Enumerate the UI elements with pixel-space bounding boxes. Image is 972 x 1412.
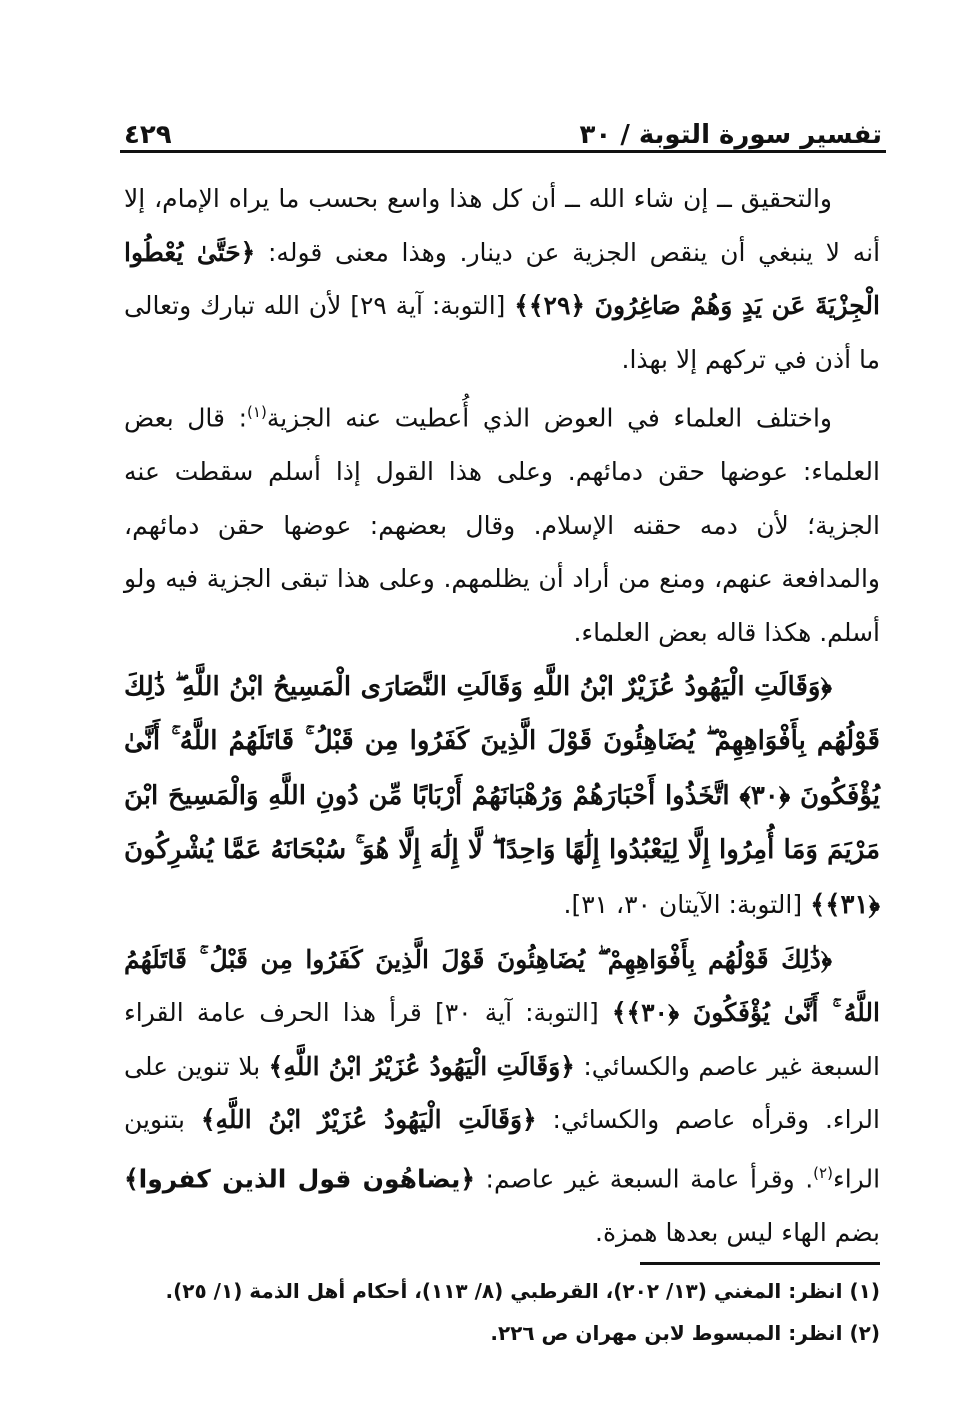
paragraph-text: بضم الهاء ليس بعدها همزة. [595,1217,880,1247]
paragraph-text: [التوبة: آية ٢٩] لأن الله تبارك وتعالى ما أذن في تركهم إلا بهذا. [124,291,880,374]
footnote-2: (٢) انظر: المبسوط لابن مهران ص ٢٢٦. [490,1321,880,1345]
verse-reference: [التوبة: الآيتان ٣٠، ٣١]. [563,890,803,920]
quran-verse: ﴿حَتَّىٰ يُعْطُوا الْجِزْيَةَ عَن يَدٍ وَهُمْ صَاغِرُونَ ﴿٢٩﴾﴾ [124,237,880,321]
running-title: تفسير سورة التوبة / ٣٠ [579,120,882,150]
paragraph-text: [التوبة: آية ٣٠] قرأ هذا الحرف عامة القراء السبعة غير عاصم والكسائي: [124,998,880,1081]
paragraph-text: بلا تنوين على الراء. وقرأه عاصم والكسائي: [124,1051,880,1135]
page-header [124,100,882,150]
footnote-ref-2: (٢) [813,1164,833,1183]
header-rule [120,150,886,153]
footnote-rule [640,1262,880,1265]
paragraph-2 [124,386,880,659]
page-body [124,172,880,1260]
paragraph-4 [124,933,880,1260]
page-number: ٤٢٩ [124,120,172,150]
paragraph-1 [124,172,880,386]
quoted-reading: ﴿يضاهُون قول الذين كفروا﴾ [124,1164,476,1194]
footnote-1: (١) انظر: المغني (١٣/ ٢٠٢)، القرطبي (٨/ ١١٣)، أحكام أهل الذمة (١/ ٢٥). [165,1279,880,1303]
quran-verse: ﴿وَقَالَتِ الْيَهُودُ عُزَيْرٌ ابْنُ اللَّهِ﴾ [200,1105,537,1135]
paragraph-text: بتنوين الراء [124,1105,881,1194]
quran-verses-block: ﴿وَقَالَتِ الْيَهُودُ عُزَيْرٌ ابْنُ اللَّهِ وَقَالَتِ النَّصَارَى الْمَسِيحُ ابْنُ اللَّهِ ۖ ذَٰلِكَ قَوْلُهُم بِأَفْوَاهِهِمْ ۖ يُضَاهِئُونَ قَوْلَ الَّذِينَ كَفَرُوا مِن قَبْلُ ۚ قَاتَلَهُمُ اللَّهُ ۚ أَنَّىٰ يُؤْفَكُونَ ﴿٣٠﴾ اتَّخَذُوا أَحْبَارَهُمْ وَرُهْبَانَهُمْ أَرْبَابًا مِّن دُونِ اللَّهِ وَالْمَسِيحَ ابْنَ مَرْيَمَ وَمَا أُمِرُوا إِلَّا لِيَعْبُدُوا إِلَٰهًا وَاحِدًا ۖ لَّا إِلَٰهَ إِلَّا هُوَ ۚ سُبْحَانَهُ عَمَّا يُشْرِكُونَ ﴿٣١﴾﴾ [124,671,880,921]
footnotes [124,1270,880,1354]
quran-verse: ﴿ذَٰلِكَ قَوْلُهُم بِأَفْوَاهِهِمْ ۖ يُضَاهِئُونَ قَوْلَ الَّذِينَ كَفَرُوا مِن قَبْلُ ۚ قَاتَلَهُمُ اللَّهُ ۚ أَنَّىٰ يُؤْفَكُونَ ﴿٣٠﴾﴾ [124,944,880,1028]
paragraph-text: والتحقيق ــ إن شاء الله ــ أن كل هذا واسع بحسب ما يراه الإمام، إلا أنه لا ينبغي أن ينقص الجزية عن دينار. وهذا معنى قوله: [124,184,881,267]
paragraph-text: . وقرأ عامة السبعة غير عاصم: [475,1164,814,1194]
paragraph-text: واختلف العلماء في العوض الذي أُعطيت عنه الجزية [266,403,832,433]
paragraph-3 [124,660,880,933]
quran-verse: ﴿وَقَالَتِ الْيَهُودُ عُزَيْرُ ابْنُ اللَّهِ﴾ [268,1051,575,1081]
footnote-ref-1: (١) [247,403,267,422]
paragraph-text: : قال بعض العلماء: عوضها حقن دمائهم. وعلى هذا القول إذا أسلم سقطت عنه الجزية؛ لأن دمه حقنه الإسلام. وقال بعضهم: عوضها حقن دمائهم، والمدافعة عنهم، ومنع من أراد أن يظلمهم. وعلى هذا تبقى الجزية فيه ولو أسلم. هكذا قاله بعض العلماء. [124,403,880,648]
